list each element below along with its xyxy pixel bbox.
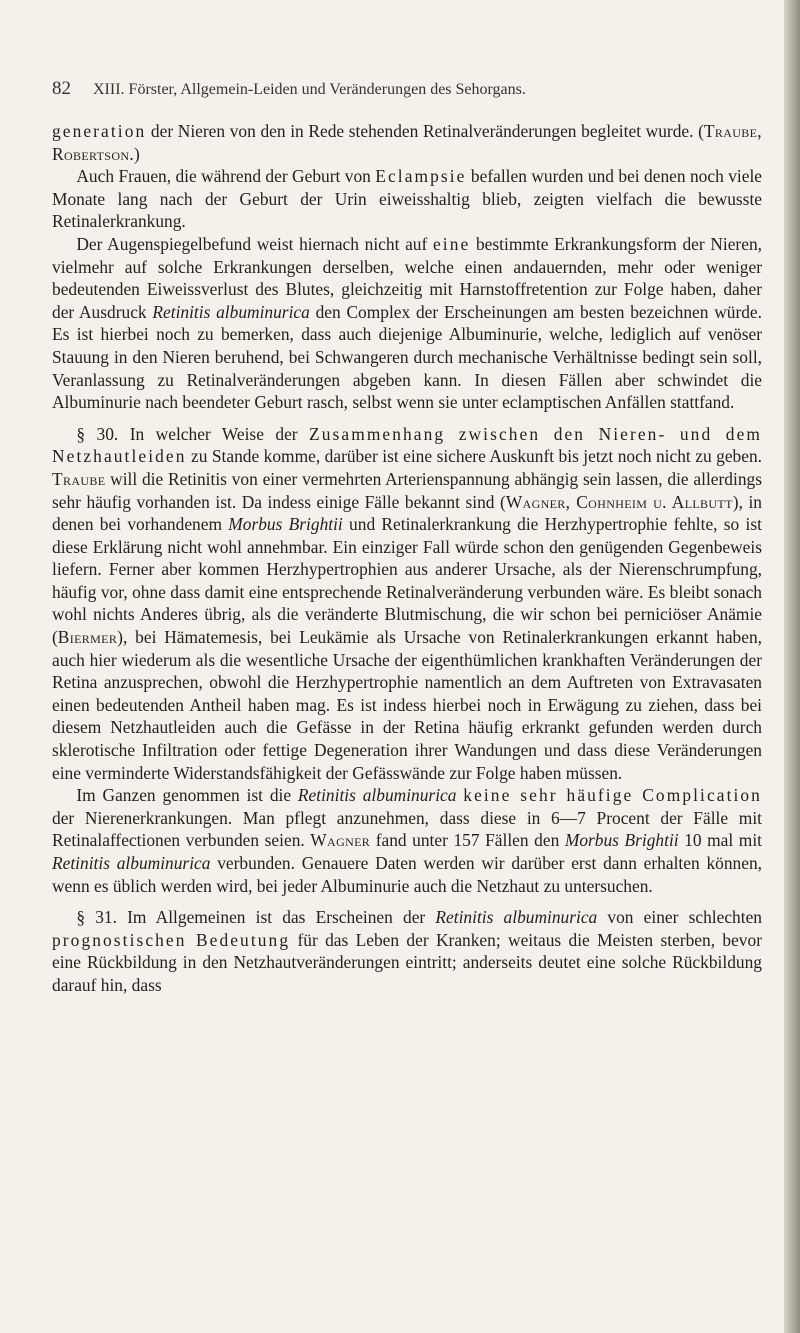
paragraph-1: generation der Nieren von den in Rede stehenden Retinalveränderungen begleitet wurde. (Traube, Robertson.) [52,121,762,164]
running-title: XIII. Förster, Allgemein-Leiden und Veränderungen des Sehorgans. [93,81,526,98]
page-number: 82 [52,78,71,99]
body-text [52,120,762,997]
page-header [52,78,732,100]
book-edge [784,0,800,1333]
paragraph-2: Auch Frauen, die während der Geburt von Eclampsie befallen wurden und bei denen noch viele Monate lang nach der Geburt der Urin eiweisshaltig blieb, zeigten vielfach die bewusste Retinalerkrankung. [52,166,762,232]
paragraph-section-30: § 30. In welcher Weise der Zusammenhang zwischen den Nieren- und dem Netzhautleiden zu Stande komme, darüber ist eine sichere Auskunft bis jetzt noch nicht zu geben. Traube will die Retinitis von einer vermehrten Arterienspannung abhängig sein lassen, die allerdings sehr häufig vorhanden ist. Da indess einige Fälle bekannt sind (Wagner, Cohnheim u. Allbutt), in denen bei vorhandenem Morbus Brightii und Retinalerkrankung die Herzhypertrophie fehlte, so ist diese Erklärung nicht wohl annehmbar. Ein einziger Fall würde schon den genügenden Gegenbeweis liefern. Ferner aber kommen Herzhypertrophien aus anderer Ursache, als der Nierenschrumpfung, häufig vor, ohne dass damit eine entsprechende Retinalveränderung verbunden wäre. Es bleibt sonach wohl nichts Anderes übrig, als die veränderte Blutmischung, die wir schon bei perniciöser Anämie (Biermer), bei Hämatemesis, bei Leukämie als Ursache von Retinalerkrankungen erkannt haben, auch hier wiederum als die wesentliche Ursache der eigenthümlichen krankhaften Veränderungen der Retina anzusprechen, obwohl die Herzhypertrophie namentlich an dem Auftreten von Extravasaten einen bedeutenden Antheil haben mag. Es ist indess hierbei noch in Erwägung zu ziehen, dass bei diesem Netzhautleiden auch die Gefässe in der Retina häufig erkrankt gefunden werden durch sklerotische Infiltration oder fettige Degeneration ihrer Wandungen und dass diese Veränderungen eine verminderte Widerstandsfähigkeit der Gefässwände zur Folge haben müssen. [52,423,762,783]
paragraph-section-31: § 31. Im Allgemeinen ist das Erscheinen der Retinitis albuminurica von einer schlechten prognostischen Bedeutung für das Leben der Kranken; weitaus die Meisten sterben, bevor eine Rückbildung in den Netzhautveränderungen eintritt; anderseits deutet eine solche Rückbildung darauf hin, dass [52,907,762,995]
paragraph-frequency: Im Ganzen genommen ist die Retinitis albuminurica keine sehr häufige Complication der Nierenerkrankungen. Man pflegt anzunehmen, dass diese in 6—7 Procent der Fälle mit Retinalaffectionen verbunden seien. Wagner fand unter 157 Fällen den Morbus Brightii 10 mal mit Retinitis albuminurica verbunden. Genauere Daten werden wir darüber erst dann erhalten können, wenn es üblich werden wird, bei jeder Albuminurie auch die Netzhaut zu untersuchen. [52,785,762,896]
paragraph-3: Der Augenspiegelbefund weist hiernach nicht auf eine bestimmte Erkrankungsform der Nieren, vielmehr auf solche Erkrankungen derselben, welche einen andauernden, mehr oder weniger bedeutenden Eiweissverlust des Blutes, gleichzeitig mit Harnstoffretention zur Folge haben, daher der Ausdruck Retinitis albuminurica den Complex der Erscheinungen am besten bezeichnen würde. Es ist hierbei noch zu bemerken, dass auch diejenige Albuminurie, welche, lediglich auf venöser Stauung in den Nieren beruhend, bei Schwangeren durch mechanische Verhältnisse bedingt sein soll, Veranlassung zu Retinalveränderungen abgeben kann. In diesen Fällen aber schwindet die Albuminurie nach beendeter Geburt rasch, selbst wenn sie unter eclamptischen Anfällen stattfand. [52,233,763,413]
